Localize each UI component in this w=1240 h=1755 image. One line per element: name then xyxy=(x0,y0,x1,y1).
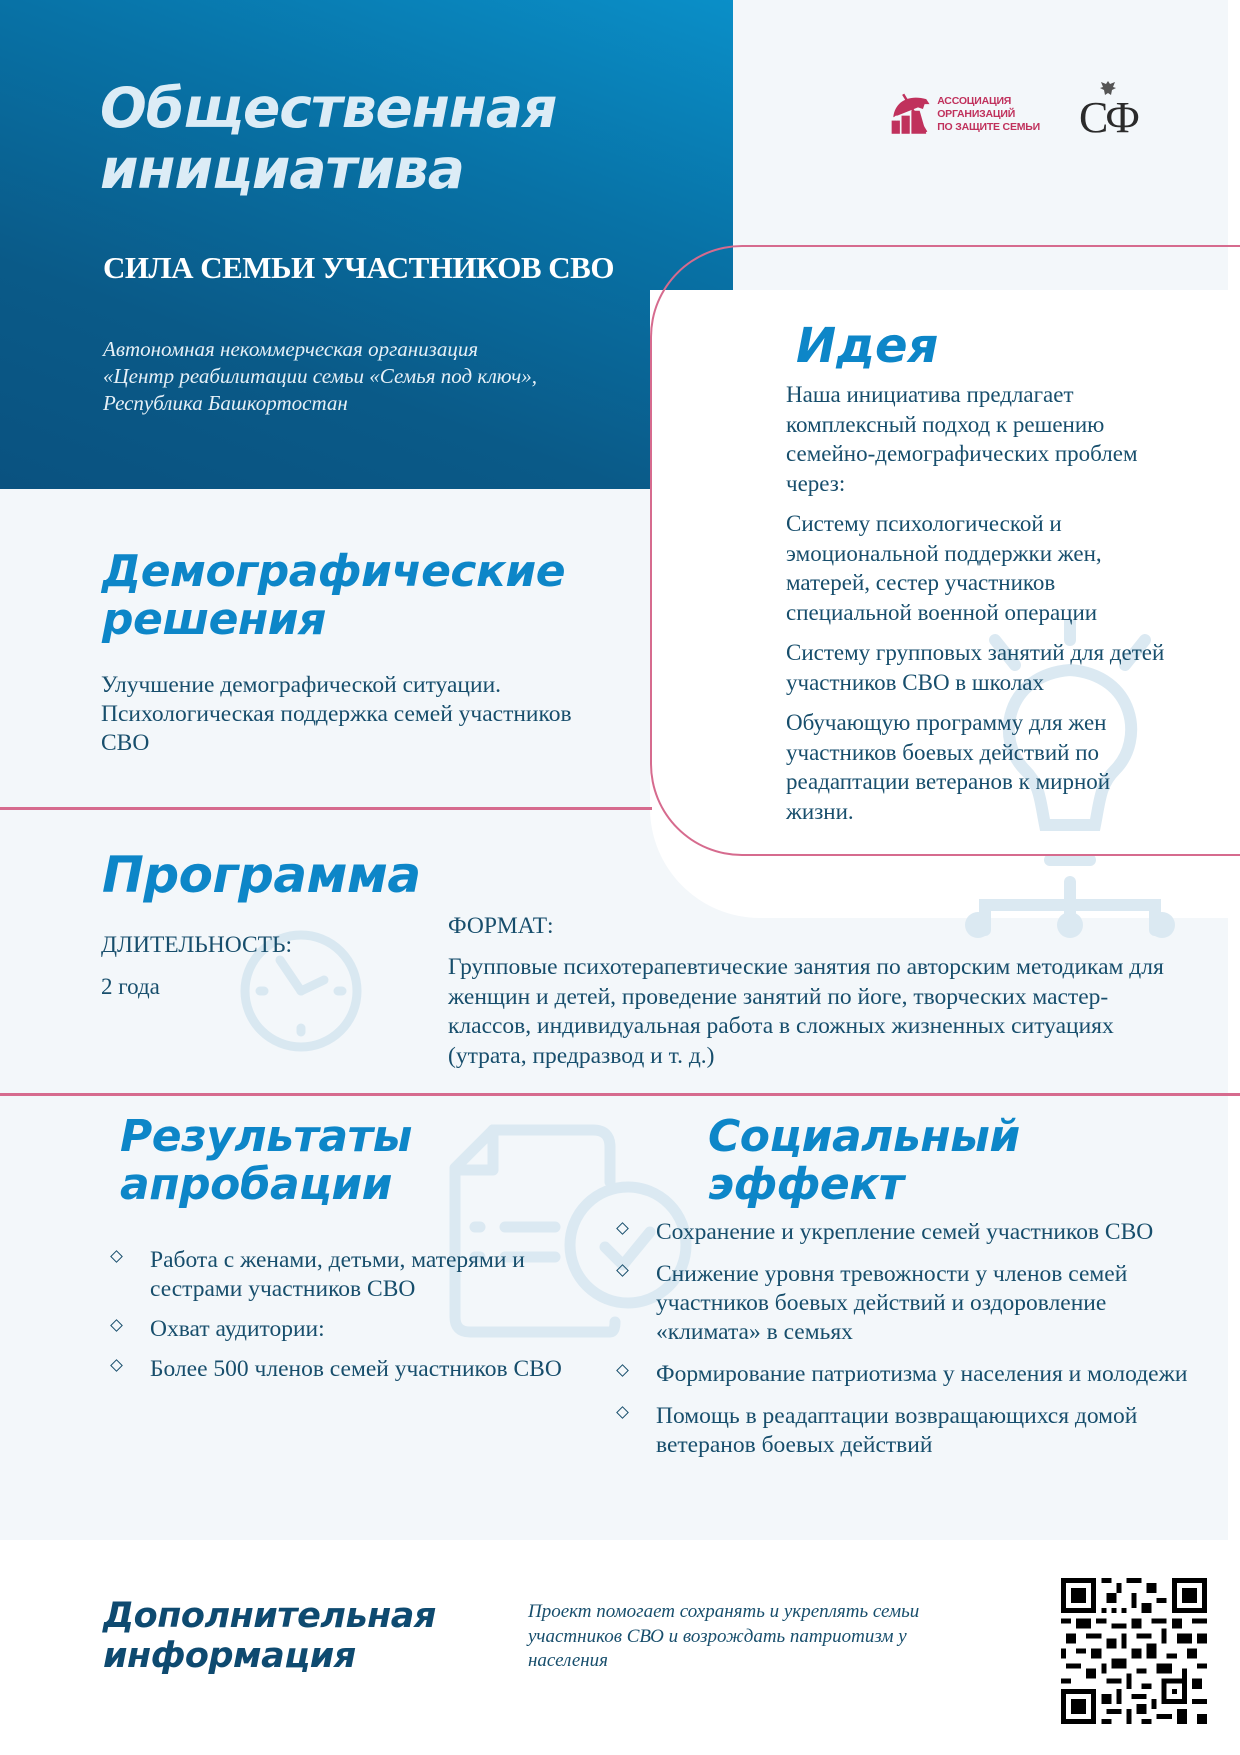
initiative-name: СИЛА СЕМЬИ УЧАСТНИКОВ СВО xyxy=(103,250,614,285)
results-title-line1: Результаты xyxy=(120,1111,412,1162)
list-item-text: Помощь в реадаптации возвращающихся домой ветеранов боевых действий xyxy=(656,1403,1138,1458)
results-title-line2: апробации xyxy=(120,1159,393,1210)
list-item xyxy=(656,1360,1201,1389)
org-line2: «Центр реабилитации семьи «Семья под ключ», xyxy=(103,364,538,388)
federation-council-logo xyxy=(1068,78,1148,144)
organization-info xyxy=(103,336,623,417)
idea-item: Систему групповых занятий для детей участников СВО в школах xyxy=(786,640,1165,695)
format-body: Групповые психотерапевтические занятия по авторским методикам для женщин и детей, проведение занятий по йоге, творческих мастер-классов, индивидуальная работа в сложных жизненных ситуациях (утрата, предразвод и т. д.) xyxy=(448,954,1164,1069)
association-logo-text xyxy=(937,95,1040,134)
demographic-body: Улучшение демографической ситуации. Психологическая поддержка семей участников СВО xyxy=(101,672,572,756)
list-item xyxy=(656,1260,1201,1347)
association-line2: ОРГАНИЗАЦИЙ xyxy=(937,107,1016,120)
list-item-text: Сохранение и укрепление семей участников СВО xyxy=(656,1219,1154,1245)
association-line3: ПО ЗАЩИТЕ СЕМЬИ xyxy=(937,120,1040,133)
list-item xyxy=(150,1315,570,1344)
list-item xyxy=(656,1402,1201,1460)
divider xyxy=(0,807,652,810)
federation-council-letters: СФ xyxy=(1078,93,1138,142)
org-line1: Автономная некоммерческая организация xyxy=(103,337,479,361)
divider xyxy=(0,1093,1240,1096)
social-effect-list xyxy=(656,1218,1201,1473)
social-effect-title xyxy=(708,1113,1108,1209)
social-title-line1: Социальный xyxy=(708,1111,1020,1162)
idea-body xyxy=(786,380,1181,837)
idea-title: Идея xyxy=(796,318,939,374)
format-label: ФОРМАТ: xyxy=(448,913,554,939)
list-item-text: Снижение уровня тревожности у членов семей участников боевых действий и оздоровление «климата» в семьях xyxy=(656,1261,1128,1345)
list-item-text: Более 500 членов семей участников СВО xyxy=(150,1356,562,1382)
duration-value: 2 года xyxy=(101,974,160,999)
network-dots-icon xyxy=(962,905,1182,945)
association-line1: АССОЦИАЦИЯ xyxy=(937,94,1012,107)
org-line3: Республика Башкортостан xyxy=(103,391,348,415)
qr-code-icon[interactable] xyxy=(1061,1578,1207,1724)
demographic-title xyxy=(102,548,602,644)
idea-item: Обучающую программу для жен участников боевых действий по реадаптации ветеранов к мирной жизни. xyxy=(786,710,1111,824)
demographic-title-line2: решения xyxy=(102,594,326,645)
page-title xyxy=(100,78,700,200)
list-item-text: Охват аудитории: xyxy=(150,1316,325,1342)
list-item xyxy=(656,1218,1201,1247)
list-item xyxy=(150,1355,570,1384)
additional-info-text: Проект помогает сохранять и укреплять семьи участников СВО и возрождать патриотизм у населения xyxy=(528,1601,920,1671)
page-title-line1: Общественная xyxy=(100,76,557,140)
list-item-text: Работа с женами, детьми, матерями и сестрами участников СВО xyxy=(150,1247,525,1302)
social-title-line2: эффект xyxy=(708,1159,904,1210)
results-title xyxy=(120,1113,520,1209)
list-item xyxy=(150,1246,570,1304)
demographic-title-line1: Демографические xyxy=(102,546,566,597)
program-title: Программа xyxy=(102,846,421,904)
idea-item: Систему психологической и эмоциональной поддержки жен, матерей, сестер участников специальной военной операции xyxy=(786,511,1102,625)
umbrella-house-icon xyxy=(890,88,931,140)
footer-title-line1: Дополнительная xyxy=(103,1596,436,1636)
list-item-text: Формирование патриотизма у населения и молодежи xyxy=(656,1361,1188,1387)
duration-label: ДЛИТЕЛЬНОСТЬ: xyxy=(101,932,293,958)
page-title-line2: инициатива xyxy=(100,137,464,201)
results-list xyxy=(150,1246,570,1395)
association-logo xyxy=(890,86,1040,142)
additional-info-title xyxy=(103,1596,463,1676)
footer-title-line2: информация xyxy=(103,1636,356,1676)
idea-intro: Наша инициатива предлагает комплексный подход к решению семейно-демографических проблем через: xyxy=(786,382,1138,496)
